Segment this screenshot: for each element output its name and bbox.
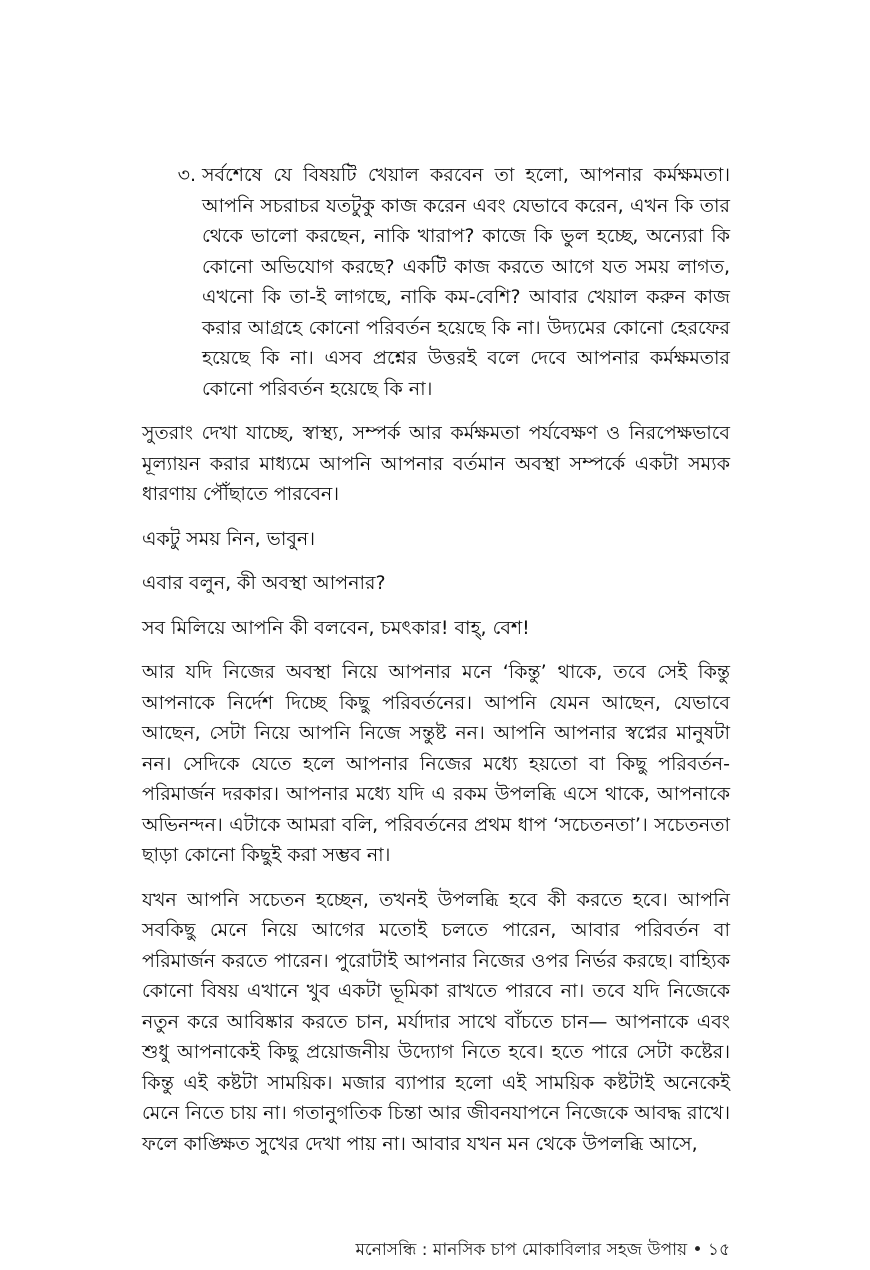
list-number: ৩. (177, 164, 196, 186)
page-body (142, 160, 730, 1173)
page-footer (250, 1238, 730, 1262)
paragraph: একটু সময় নিন, ভাবুন। (142, 527, 316, 550)
list-item-text: সর্বশেষে যে বিষয়টি খেয়াল করবেন তা হলো, আপনার কর্মক্ষমতা। আপনি সচরাচর যতটুকু কাজ করেন এবং যেভাবে করেন, এখন কি তার থেকে ভালো করছেন, নাকি খারাপ? কাজে কি ভুল হচ্ছে, অন্যেরা কি কোনো অভিযোগ করছে? একটি কাজ করতে আগে যত সময় লাগত, এখনো কি তা-ই লাগছে, নাকি কম-বেশি? আবার খেয়াল করুন কাজ করার আগ্রহে কোনো পরিবর্তন হয়েছে কি না। উদ্যমের কোনো হেরফের হয়েছে কি না। এসব প্রশ্নের উত্তরই বলে দেবে আপনার কর্মক্ষমতার কোনো পরিবর্তন হয়েছে কি না। (202, 164, 730, 400)
paragraph: সব মিলিয়ে আপনি কী বলবেন, চমৎকার! বাহ্‌, বেশ! (142, 616, 530, 639)
running-title-with-page-number: মনোসন্ধি : মানসিক চাপ মোকাবিলার সহজ উপায় • ১৫ (355, 1240, 730, 1260)
paragraph: যখন আপনি সচেতন হচ্ছেন, তখনই উপলব্ধি হবে কী করতে হবে। আপনি সবকিছু মেনে নিয়ে আগের মতোই চলতে পারেন, আবার পরিবর্তন বা পরিমার্জন করতে পারেন। পুরোটাই আপনার নিজের ওপর নির্ভর করছে। বাহ্যিক কোনো বিষয় এখানে খুব একটা ভূমিকা রাখতে পারবে না। তবে যদি নিজেকে নতুন করে আবিষ্কার করতে চান, মর্যাদার সাথে বাঁচতে চান— আপনাকে এবং শুধু আপনাকেই কিছু প্রয়োজনীয় উদ্যোগ নিতে হবে। হতে পারে সেটা কষ্টের। কিন্তু এই কষ্টটা সাময়িক। মজার ব্যাপার হলো এই সাময়িক কষ্টটাই অনেকেই মেনে নিতে চায় না। গতানুগতিক চিন্তা আর জীবনযাপনে নিজেকে আবদ্ধ রাখে। ফলে কাঙ্ক্ষিত সুখের দেখা পায় না। আবার যখন মন থেকে উপলব্ধি আসে, (142, 888, 730, 1155)
paragraph: আর যদি নিজের অবস্থা নিয়ে আপনার মনে ‘কিন্তু’ থাকে, তবে সেই কিন্তু আপনাকে নির্দেশ দিচ্ছে কিছু পরিবর্তনের। আপনি যেমন আছেন, যেভাবে আছেন, সেটা নিয়ে আপনি নিজে সন্তুষ্ট নন। আপনি আপনার স্বপ্নের মানুষটা নন। সেদিকে যেতে হলে আপনার নিজের মধ্যে হয়তো বা কিছু পরিবর্তন-পরিমার্জন দরকার। আপনার মধ্যে যদি এ রকম উপলব্ধি এসে থাকে, আপনাকে অভিনন্দন। এটাকে আমরা বলি, পরিবর্তনের প্রথম ধাপ ‘সচেতনতা’। সচেতনতা ছাড়া কোনো কিছুই করা সম্ভব না। (142, 661, 730, 866)
paragraph: সুতরাং দেখা যাচ্ছে, স্বাস্থ্য, সম্পর্ক আর কর্মক্ষমতা পর্যবেক্ষণ ও নিরপেক্ষভাবে মূল্যায়ন করার মাধ্যমে আপনি আপনার বর্তমান অবস্থা সম্পর্কে একটা সম্যক ধারণায় পৌঁছাতে পারবেন। (142, 422, 730, 505)
paragraph: এবার বলুন, কী অবস্থা আপনার? (142, 572, 386, 594)
numbered-list-item (142, 160, 730, 404)
